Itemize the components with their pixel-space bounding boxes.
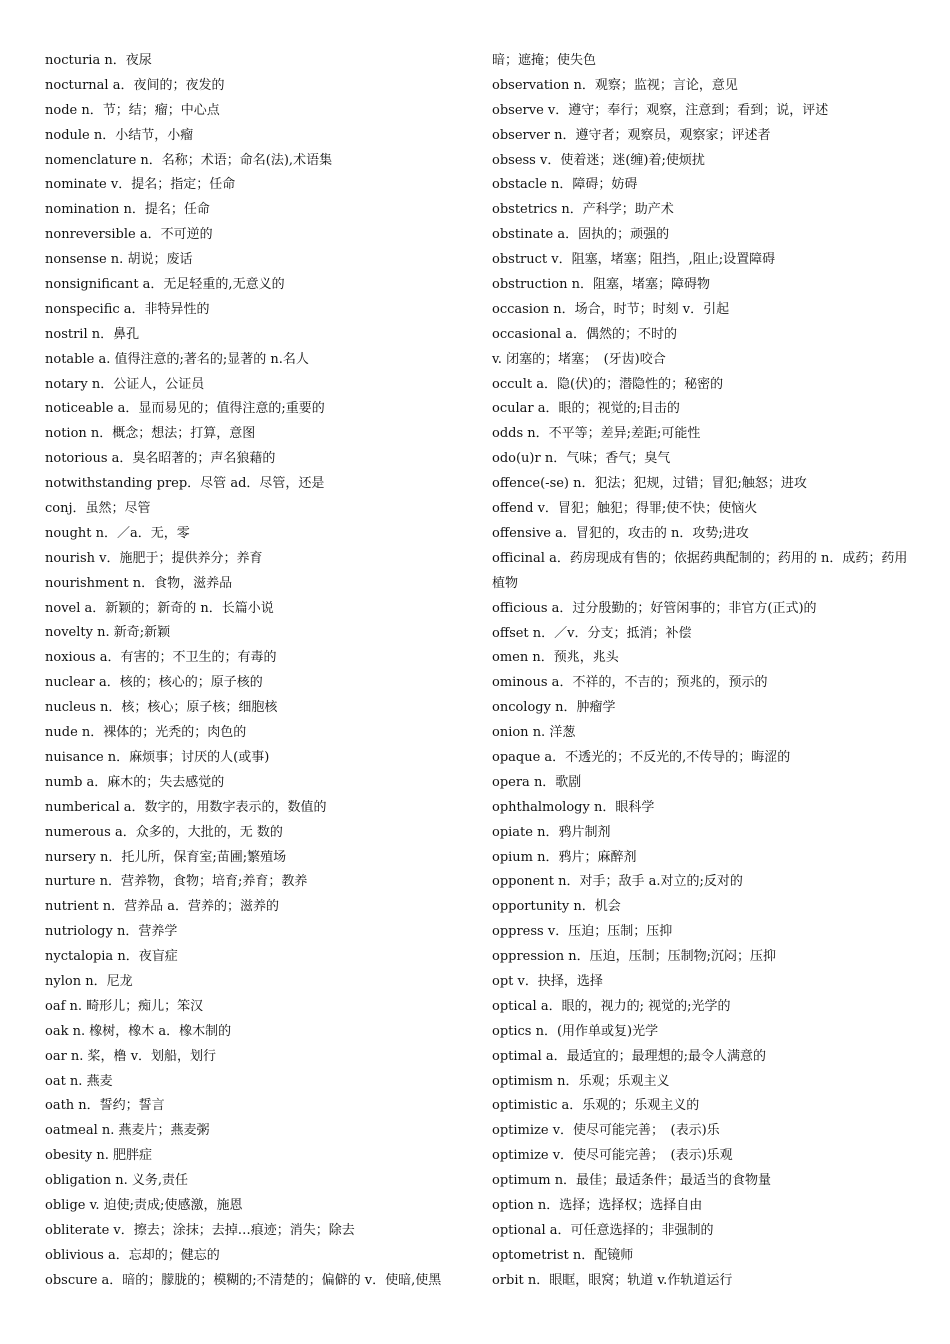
dictionary-entry: opt v．抉择，选择 — [492, 973, 603, 989]
dictionary-entry: optimize v．使尽可能完善； (表示)乐观 — [492, 1148, 733, 1164]
dictionary-entry: nonsense n. 胡说；废话 — [45, 252, 193, 268]
dictionary-entry: oak n. 橡树，橡木 a．橡木制的 — [45, 1023, 232, 1039]
dictionary-entry: obsess v．使着迷；迷(缠)着;使烦扰 — [492, 152, 705, 168]
dictionary-entry: optimal a．最适宜的；最理想的;最令人满意的 — [492, 1048, 767, 1064]
dictionary-entry: optimism n．乐观；乐观主义 — [492, 1073, 670, 1089]
dictionary-entry: nonsignificant a．无足轻重的,无意义的 — [45, 277, 285, 293]
dictionary-entry: notion n．概念；想法；打算，意图 — [45, 426, 256, 442]
dictionary-entry: novel a．新颖的；新奇的 n．长篇小说 — [45, 600, 274, 616]
dictionary-entry: offensive a．冒犯的，攻击的 n．攻势;进攻 — [492, 525, 749, 541]
dictionary-entry: occult a．隐(伏)的；潜隐性的；秘密的 — [492, 376, 724, 392]
dictionary-entry: nourish v．施肥于；提供养分；养育 — [45, 550, 263, 566]
dictionary-entry: officinal a．药房现成有售的；依据药典配制的；药用的 n．成药；药用植物 — [492, 550, 908, 591]
dictionary-entry: omen n．预兆，兆头 — [492, 650, 619, 666]
dictionary-entry: oath n．誓约；誓言 — [45, 1098, 165, 1114]
dictionary-entry: nutriology n．营养学 — [45, 924, 178, 940]
dictionary-entry: opaque a．不透光的；不反光的,不传导的；晦涩的 — [492, 749, 791, 765]
dictionary-entry: 暗；遮掩；使失色 — [492, 53, 597, 68]
dictionary-entry: oblivious a．忘却的；健忘的 — [45, 1247, 220, 1263]
dictionary-entry: nomination n．提名；任命 — [45, 202, 210, 218]
dictionary-entry: numerous a．众多的，大批的，无 数的 — [45, 824, 283, 840]
dictionary-entry: nyctalopia n．夜盲症 — [45, 949, 178, 965]
dictionary-entry: oppression n．压迫，压制；压制物;沉闷；压抑 — [492, 949, 776, 965]
dictionary-entry: ocular a．眼的；视觉的;目击的 — [492, 401, 680, 417]
dictionary-entry: oat n. 燕麦 — [45, 1073, 113, 1089]
dictionary-entry: nuclear a．核的；核心的；原子核的 — [45, 675, 263, 691]
dictionary-entry: obstacle n．障碍；妨碍 — [492, 177, 638, 193]
dictionary-entry: option n．选择；选择权；选择自由 — [492, 1198, 703, 1213]
dictionary-entry: nurture n．营养物，食物；培育;养育；教养 — [45, 874, 308, 890]
dictionary-entry: optics n．(用作单或复)光学 — [492, 1023, 659, 1039]
dictionary-entry: oncology n．肿瘤学 — [492, 700, 616, 716]
dictionary-entry: ophthalmology n．眼科学 — [492, 799, 655, 815]
dictionary-entry: oar n. 桨，橹 v．划船，划行 — [45, 1048, 217, 1064]
dictionary-entry: notable a. 值得注意的;著名的;显著的 n.名人 — [45, 351, 309, 367]
dictionary-entry: optometrist n．配镜师 — [492, 1247, 634, 1263]
dictionary-entry: numberical a．数字的，用数字表示的，数值的 — [45, 799, 327, 815]
dictionary-entry: nonreversible a．不可逆的 — [45, 227, 213, 243]
dictionary-entry: obstruction n．阻塞，堵塞；障碍物 — [492, 277, 710, 293]
dictionary-entry: optimize v．使尽可能完善； (表示)乐 — [492, 1123, 720, 1139]
dictionary-entry: notwithstanding prep．尽管 ad．尽管，还是 — [45, 476, 325, 492]
dictionary-entry: officious a．过分殷勤的；好管闲事的；非官方(正式)的 — [492, 600, 817, 616]
left-column — [45, 49, 470, 1294]
dictionary-entry: notary n．公证人，公证员 — [45, 376, 205, 392]
dictionary-entry: nought n．／a．无，零 — [45, 525, 190, 541]
dictionary-entry: nomenclature n．名称；术语；命名(法),术语集 — [45, 152, 333, 168]
dictionary-entry: optimistic a．乐观的；乐观主义的 — [492, 1098, 700, 1114]
dictionary-entry: node n．节；结；瘤；中心点 — [45, 102, 220, 118]
dictionary-entry: ominous a．不祥的，不吉的；预兆的，预示的 — [492, 675, 768, 691]
dictionary-entry: offence(-se) n．犯法；犯规，过错；冒犯;触怒；进攻 — [492, 476, 807, 492]
dictionary-entry: observation n．观察；监视；言论，意见 — [492, 77, 738, 93]
dictionary-entry: onion n. 洋葱 — [492, 725, 576, 741]
dictionary-entry: nuisance n．麻烦事；讨厌的人(或事) — [45, 749, 270, 765]
dictionary-entry: optical a．眼的，视力的; 视觉的;光学的 — [492, 998, 731, 1014]
dictionary-entry: opiate n．鸦片制剂 — [492, 824, 611, 840]
dictionary-entry: orbit n．眼眶，眼窝；轨道 v.作轨道运行 — [492, 1272, 733, 1288]
dictionary-entry: novelty n. 新奇;新颖 — [45, 625, 171, 641]
dictionary-entry: oblige v. 迫使;责成;使感激，施恩 — [45, 1197, 243, 1213]
dictionary-entry: nylon n．尼龙 — [45, 973, 133, 989]
dictionary-entry: optimum n．最佳；最适条件；最适当的食物量 — [492, 1173, 772, 1189]
dictionary-entry: odo(u)r n．气味；香气；臭气 — [492, 451, 671, 467]
dictionary-entry: oaf n. 畸形儿；痴儿；笨汉 — [45, 998, 204, 1014]
dictionary-entry: numb a．麻木的；失去感觉的 — [45, 774, 225, 790]
right-column — [492, 49, 912, 1294]
dictionary-entry: observe v．遵守；奉行；观察，注意到；看到；说，评述 — [492, 102, 829, 118]
dictionary-entry: obesity n. 肥胖症 — [45, 1148, 153, 1164]
dictionary-entry: noticeable a．显而易见的；值得注意的;重要的 — [45, 401, 325, 417]
dictionary-entry: obligation n. 义务,责任 — [45, 1173, 189, 1189]
dictionary-entry: optional a．可任意选择的；非强制的 — [492, 1222, 714, 1238]
dictionary-entry: occasional a．偶然的；不时的 — [492, 326, 677, 342]
dictionary-entry: oatmeal n. 燕麦片；燕麦粥 — [45, 1123, 210, 1139]
dictionary-entry: obscure a．暗的；朦胧的；模糊的;不清楚的；偏僻的 v．使暗,使黑 — [45, 1272, 442, 1288]
dictionary-entry: noxious a．有害的；不卫生的；有毒的 — [45, 650, 277, 666]
dictionary-entry: nursery n．托儿所，保育室;苗圃;繁殖场 — [45, 849, 287, 865]
dictionary-entry: conj．虽然；尽管 — [45, 501, 151, 517]
dictionary-entry: odds n．不平等；差异;差距;可能性 — [492, 426, 701, 442]
dictionary-entry: nocturnal a．夜间的；夜发的 — [45, 77, 225, 93]
dictionary-entry: notorious a．臭名昭著的；声名狼藉的 — [45, 451, 276, 467]
dictionary-entry: observer n．遵守者；观察员，观察家；评述者 — [492, 127, 771, 143]
dictionary-entry: v. 闭塞的；堵塞； (牙齿)咬合 — [492, 351, 666, 367]
dictionary-entry: opportunity n．机会 — [492, 899, 621, 915]
dictionary-entry: offend v．冒犯；触犯；得罪;使不快；使恼火 — [492, 501, 758, 517]
dictionary-entry: nude n．裸体的；光秃的；肉色的 — [45, 725, 247, 741]
dictionary-entry: obstinate a．固执的；顽强的 — [492, 227, 670, 243]
dictionary-entry: occasion n．场合，时节；时刻 v．引起 — [492, 301, 730, 317]
dictionary-entry: opium n．鸦片；麻醉剂 — [492, 849, 637, 865]
dictionary-entry: nucleus n．核；核心；原子核；细胞核 — [45, 700, 278, 716]
dictionary-entry: oppress v．压迫；压制；压抑 — [492, 924, 673, 940]
dictionary-entry: nocturia n．夜尿 — [45, 53, 152, 68]
dictionary-entry: nodule n．小结节，小瘤 — [45, 127, 194, 143]
dictionary-entry: nostril n．鼻孔 — [45, 326, 140, 342]
dictionary-entry: offset n．／v．分支；抵消；补偿 — [492, 625, 692, 641]
dictionary-entry: opera n．歌剧 — [492, 774, 582, 790]
dictionary-entry: opponent n．对手；敌手 a.对立的;反对的 — [492, 874, 743, 890]
dictionary-entry: obstruct v．阻塞，堵塞；阻挡，,阻止;设置障碍 — [492, 252, 776, 268]
dictionary-entry: nutrient n．营养品 a．营养的；滋养的 — [45, 899, 280, 915]
dictionary-entry: obliterate v．擦去；涂抹；去掉…痕迹；消失；除去 — [45, 1222, 355, 1238]
dictionary-entry: obstetrics n．产科学；助产术 — [492, 202, 674, 218]
dictionary-entry: nominate v．提名；指定；任命 — [45, 177, 236, 193]
dictionary-entry: nonspecific a．非特异性的 — [45, 301, 210, 317]
dictionary-entry: nourishment n．食物，滋养品 — [45, 575, 233, 591]
